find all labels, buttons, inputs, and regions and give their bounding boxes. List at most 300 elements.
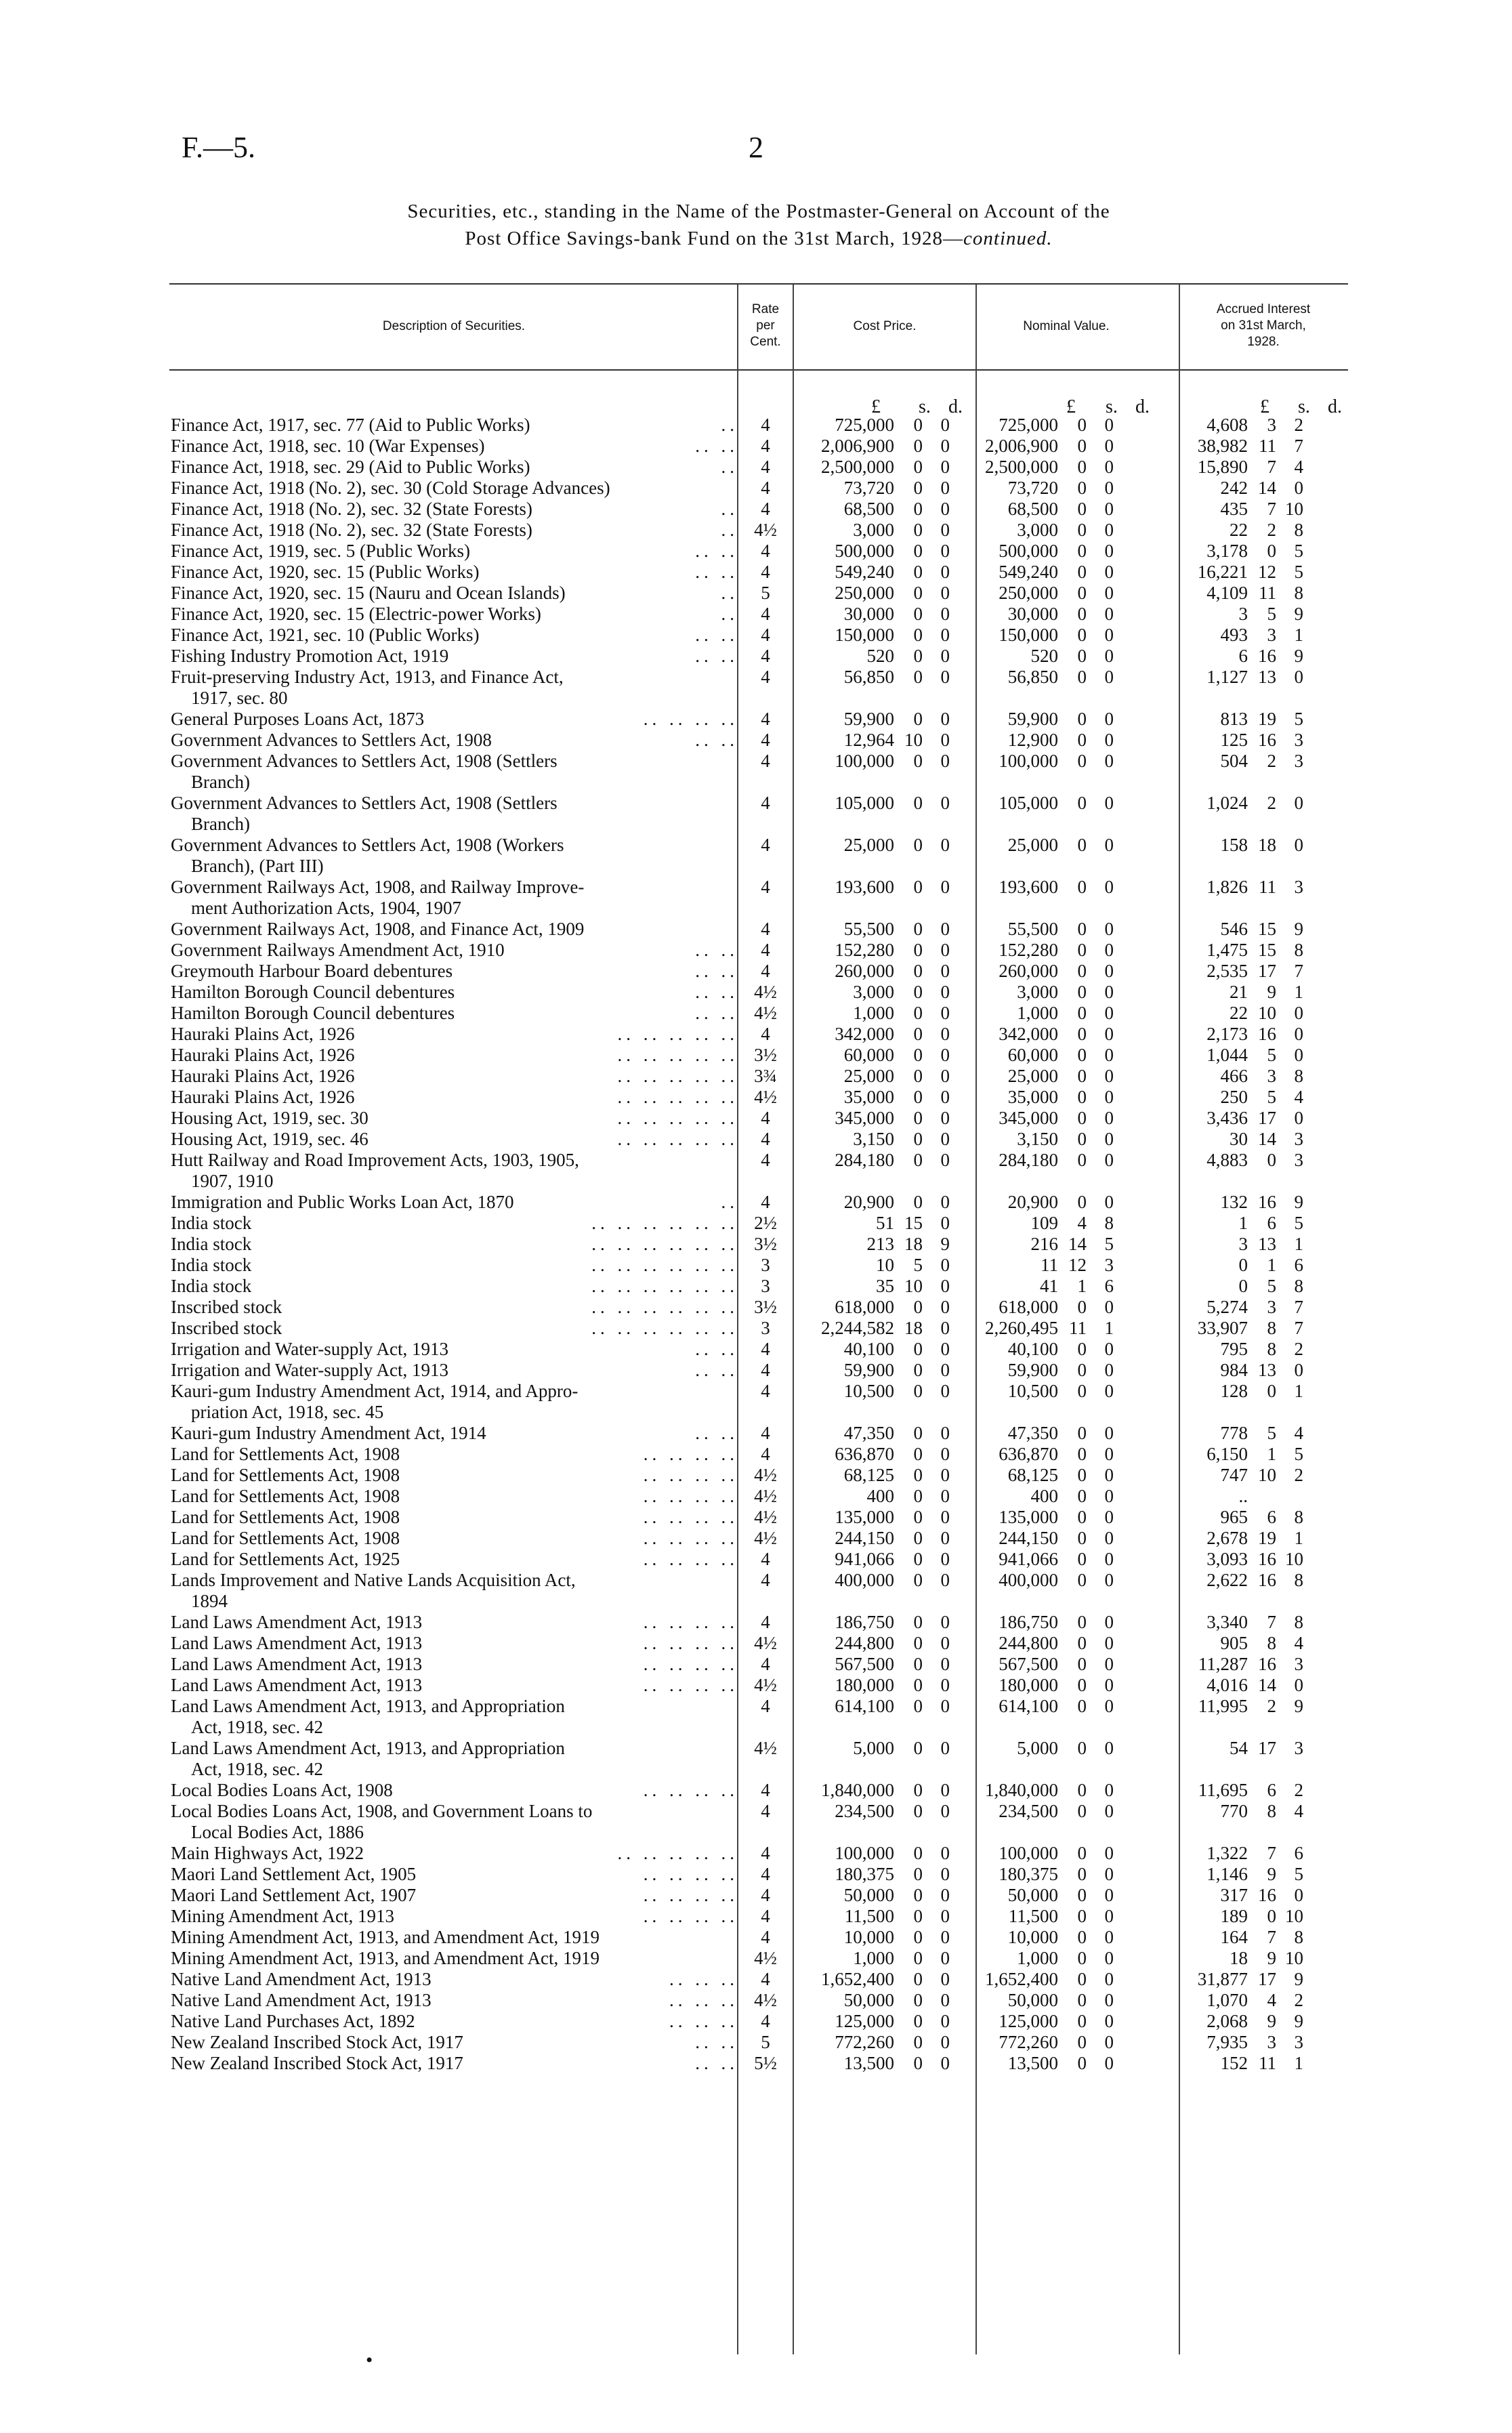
security-name: Land Laws Amendment Act, 1913, and Appropriation: [171, 1738, 565, 1758]
nominal-pounds: 260,000: [999, 961, 1058, 981]
nominal-pence: 0: [1104, 1801, 1114, 1821]
cost-pounds: 549,240: [835, 562, 894, 582]
security-name: Finance Act, 1918 (No. 2), sec. 30 (Cold Storage Advances): [171, 478, 610, 498]
nominal-pounds: 725,000: [999, 415, 1058, 435]
cost-shillings: 10: [904, 730, 923, 750]
cost-pence: 0: [940, 877, 950, 897]
accrued-pence: 4: [1294, 1801, 1303, 1821]
accrued-shillings: 3: [1267, 1066, 1276, 1086]
accrued-shillings: 6: [1267, 1213, 1276, 1233]
table-row: [169, 1276, 1303, 1297]
accrued-pounds: 128: [1220, 1381, 1248, 1401]
accrued-shillings: 11: [1259, 2053, 1276, 2073]
security-description: [169, 1843, 738, 1864]
nominal-shillings: 0: [1077, 541, 1087, 561]
table-row: [169, 1003, 1303, 1024]
accrued-pounds: 317: [1220, 1885, 1248, 1905]
rate-cell: 4: [761, 877, 770, 897]
security-name: Mining Amendment Act, 1913, and Amendment Act, 1919: [171, 1927, 600, 1947]
security-name-continued: Local Bodies Act, 1886: [191, 1822, 364, 1842]
cost-pounds: 152,280: [835, 940, 894, 960]
rate-cell: 4½: [754, 982, 777, 1002]
security-name: Government Advances to Settlers Act, 1908 (Settlers: [171, 793, 558, 813]
nominal-pence: 3: [1104, 1255, 1114, 1275]
column-gap: [1120, 1990, 1148, 2011]
leader-dots: .. .. ..: [669, 2011, 738, 2031]
accrued-pounds: 11,695: [1198, 1780, 1248, 1800]
cost-pence: 0: [940, 1486, 950, 1506]
accrued-shillings: 10: [1258, 1465, 1276, 1485]
cost-pounds: 40,100: [843, 1339, 894, 1359]
table-row: [169, 478, 1303, 499]
security-name: Main Highways Act, 1922: [171, 1843, 364, 1863]
rate-cell: 4: [761, 1108, 770, 1128]
leader-dots: .. .. .. ..: [643, 1528, 738, 1548]
accrued-pounds: 6,150: [1206, 1444, 1248, 1464]
table-title: [163, 198, 1355, 252]
nominal-pounds: 68,500: [1007, 499, 1058, 519]
column-gap: [1120, 478, 1148, 499]
nominal-pence: 0: [1104, 1927, 1114, 1947]
cost-pence: 0: [940, 646, 950, 666]
cost-pounds: 2,500,000: [821, 457, 894, 477]
column-gap: [1120, 1549, 1148, 1570]
cost-pence: 0: [940, 919, 950, 939]
nominal-pence: 0: [1104, 751, 1114, 771]
nominal-pence: 0: [1104, 1360, 1114, 1380]
table-row: [169, 1066, 1303, 1087]
cost-shillings: 0: [913, 1801, 923, 1821]
rate-cell: 4: [761, 478, 770, 498]
column-gap: [1120, 646, 1148, 667]
nominal-shillings: 0: [1077, 1129, 1087, 1149]
column-gap: [1120, 499, 1148, 520]
cost-pounds: 60,000: [843, 1045, 894, 1065]
table-row: [169, 1801, 1303, 1843]
cost-pounds: 941,066: [835, 1549, 894, 1569]
column-gap: [1120, 1864, 1148, 1885]
leader-dots: .. ..: [695, 2053, 738, 2073]
accrued-pence: 3: [1294, 2032, 1303, 2052]
nominal-pence: 0: [1104, 1444, 1114, 1464]
cost-pounds: 213: [866, 1234, 894, 1254]
column-gap: [1120, 1675, 1148, 1696]
nominal-pence: 6: [1104, 1276, 1114, 1296]
accrued-pounds: 1,127: [1206, 667, 1248, 687]
accrued-shillings: 8: [1267, 1633, 1276, 1653]
table-row: [169, 457, 1303, 478]
header-bottom-rule: [169, 369, 1348, 371]
security-name: Finance Act, 1918 (No. 2), sec. 32 (State Forests): [171, 499, 532, 519]
column-gap: [1120, 1654, 1148, 1675]
security-description: [169, 1507, 738, 1528]
nominal-pounds: 2,500,000: [985, 457, 1058, 477]
table-row: [169, 1213, 1303, 1234]
nominal-pounds: 2,006,900: [985, 436, 1058, 456]
leader-dots: .. .. .. .. .. ..: [591, 1213, 738, 1233]
accrued-pounds: 3,093: [1206, 1549, 1248, 1569]
cost-pounds: 25,000: [843, 835, 894, 855]
accrued-pence: 4: [1294, 1633, 1303, 1653]
security-description: [169, 1612, 738, 1633]
column-header-rate: Rate per Cent.: [750, 302, 781, 349]
accrued-pence: 4: [1294, 1423, 1303, 1443]
accrued-pounds: 2,622: [1206, 1570, 1248, 1590]
leader-dots: .. ..: [695, 730, 738, 750]
column-gap: [1120, 1318, 1148, 1339]
security-description: [169, 1276, 738, 1297]
rate-cell: 4½: [754, 520, 777, 540]
accrued-pounds: 1,044: [1206, 1045, 1248, 1065]
cost-pounds: 342,000: [835, 1024, 894, 1044]
cost-shillings: 0: [913, 1486, 923, 1506]
accrued-shillings: 7: [1267, 457, 1276, 477]
nominal-pounds: 50,000: [1007, 1885, 1058, 1905]
cost-pounds: 180,375: [835, 1864, 894, 1884]
nominal-shillings: 0: [1077, 2053, 1087, 2073]
nominal-shillings: 0: [1077, 478, 1087, 498]
nominal-shillings: 0: [1077, 982, 1087, 1002]
accrued-pounds: 15,890: [1197, 457, 1248, 477]
accrued-pence: 8: [1294, 520, 1303, 540]
column-gap: [1120, 1297, 1148, 1318]
nominal-shillings: 0: [1077, 1738, 1087, 1758]
accrued-pounds: 1,826: [1206, 877, 1248, 897]
security-description: [169, 1633, 738, 1654]
cost-pounds: 56,850: [843, 667, 894, 687]
rate-cell: 4: [761, 751, 770, 771]
nominal-pounds: 125,000: [999, 2011, 1058, 2031]
rate-cell: 4: [761, 1129, 770, 1149]
leader-dots: .. .. .. .. .. ..: [591, 1234, 738, 1254]
title-line-1: Securities, etc., standing in the Name of the Postmaster-General on Account of the: [407, 201, 1110, 222]
security-name: Finance Act, 1919, sec. 5 (Public Works): [171, 541, 471, 561]
title-line-2: Post Office Savings-bank Fund on the 31st March, 1928—continued.: [465, 228, 1053, 249]
security-name: Finance Act, 1918, sec. 10 (War Expenses): [171, 436, 485, 456]
table-row: [169, 793, 1303, 835]
nominal-shillings: 0: [1077, 1024, 1087, 1044]
accrued-pounds: 189: [1220, 1906, 1248, 1926]
leader-dots: .. .. .. .. .. ..: [591, 1276, 738, 1296]
rate-cell: 4: [761, 457, 770, 477]
cost-pence: 0: [940, 1045, 950, 1065]
accrued-pence: 2: [1294, 1465, 1303, 1485]
nominal-pounds: 56,850: [1007, 667, 1058, 687]
accrued-pounds: 164: [1220, 1927, 1248, 1947]
cost-pounds: 135,000: [835, 1507, 894, 1527]
cost-pounds: 35: [876, 1276, 894, 1296]
rate-cell: 3: [761, 1318, 770, 1338]
cost-pounds: 3,000: [853, 982, 894, 1002]
nominal-pence: 8: [1104, 1213, 1114, 1233]
table-row: [169, 667, 1303, 709]
column-gap: [1120, 1570, 1148, 1612]
cost-pounds: 68,500: [843, 499, 894, 519]
column-header-cost: Cost Price.: [853, 319, 917, 333]
accrued-pounds: 2,678: [1206, 1528, 1248, 1548]
rate-cell: 3½: [754, 1045, 777, 1065]
column-gap: [1120, 562, 1148, 583]
accrued-shillings: 17: [1258, 1969, 1276, 1989]
leader-dots: .. .. .. ..: [643, 1444, 738, 1464]
rate-cell: 4: [761, 541, 770, 561]
cost-pounds: 614,100: [835, 1696, 894, 1716]
accrued-pence: 5: [1294, 562, 1303, 582]
nominal-shillings: 0: [1077, 2011, 1087, 2031]
security-name-continued: 1907, 1910: [191, 1171, 274, 1191]
accrued-shillings: 6: [1267, 1780, 1276, 1800]
column-gap: [1120, 1129, 1148, 1150]
accrued-pounds: 435: [1220, 499, 1248, 519]
nominal-pence: 0: [1104, 1906, 1114, 1926]
accrued-pounds: 11,995: [1198, 1696, 1248, 1716]
leader-dots: .. .. .. .. ..: [617, 1045, 738, 1065]
cost-shillings: 0: [913, 1297, 923, 1317]
table-row: [169, 1108, 1303, 1129]
nominal-shillings: 0: [1077, 1654, 1087, 1674]
table-row: [169, 1738, 1303, 1780]
nominal-pence: 0: [1104, 415, 1114, 435]
cost-pence: 0: [940, 583, 950, 603]
nominal-pence: 0: [1104, 1066, 1114, 1086]
security-description: [169, 1381, 738, 1423]
nominal-pounds: 35,000: [1007, 1087, 1058, 1107]
leader-dots: .. .. .. ..: [643, 1549, 738, 1569]
security-name: Finance Act, 1921, sec. 10 (Public Works): [171, 625, 480, 645]
cost-pounds: 100,000: [835, 751, 894, 771]
security-name: Mining Amendment Act, 1913, and Amendment Act, 1919: [171, 1948, 600, 1968]
security-description: [169, 1024, 738, 1045]
cost-shillings: 0: [913, 625, 923, 645]
accrued-pence: 0: [1294, 1108, 1303, 1128]
cost-pounds: 68,125: [843, 1465, 894, 1485]
table-row: [169, 499, 1303, 520]
accrued-pounds: 21: [1230, 982, 1248, 1002]
cost-pence: 0: [940, 1024, 950, 1044]
cost-shillings: 0: [913, 709, 923, 729]
security-description: [169, 1108, 738, 1129]
cost-pence: 0: [940, 1864, 950, 1884]
cost-pence: 0: [940, 1444, 950, 1464]
rate-cell: 4: [761, 1612, 770, 1632]
accrued-pounds: 4,016: [1206, 1675, 1248, 1695]
nominal-pence: 0: [1104, 1654, 1114, 1674]
accrued-pence: 9: [1294, 1192, 1303, 1212]
cost-pence: 0: [940, 1738, 950, 1758]
security-name: Land for Settlements Act, 1925: [171, 1549, 400, 1569]
cost-pounds: 186,750: [835, 1612, 894, 1632]
leader-dots: .. ..: [695, 1339, 738, 1359]
document-reference: F.—5.: [182, 131, 255, 164]
cost-pounds: 284,180: [835, 1150, 894, 1170]
leader-dots: .. .. .. .. ..: [617, 1087, 738, 1107]
column-gap: [1120, 2011, 1148, 2032]
nominal-pounds: 73,720: [1007, 478, 1058, 498]
cost-shillings: 0: [913, 1003, 923, 1023]
security-name: Lands Improvement and Native Lands Acquisition Act,: [171, 1570, 576, 1590]
column-gap: [1120, 604, 1148, 625]
cost-shillings: 0: [913, 1150, 923, 1170]
nominal-pounds: 1,000: [1017, 1948, 1058, 1968]
security-description: [169, 1423, 738, 1444]
accrued-pounds: 795: [1220, 1339, 1248, 1359]
accrued-pounds: 747: [1220, 1465, 1248, 1485]
nominal-pence: 0: [1104, 1864, 1114, 1884]
accrued-shillings: 19: [1258, 1528, 1276, 1548]
cost-pence: 0: [940, 982, 950, 1002]
table-row: [169, 646, 1303, 667]
rate-cell: 4: [761, 1843, 770, 1863]
table-row: [169, 583, 1303, 604]
accrued-shillings: 14: [1258, 478, 1276, 498]
accrued-shillings: 5: [1267, 1276, 1276, 1296]
table-row: [169, 982, 1303, 1003]
security-description: [169, 1003, 738, 1024]
table-row: [169, 1990, 1303, 2011]
cost-pounds: 193,600: [835, 877, 894, 897]
accrued-shillings: 2: [1267, 520, 1276, 540]
nominal-shillings: 0: [1077, 919, 1087, 939]
nominal-shillings: 0: [1077, 877, 1087, 897]
cost-pence: 0: [940, 793, 950, 813]
cost-pence: 0: [940, 1381, 950, 1401]
nominal-shillings: 0: [1077, 1045, 1087, 1065]
column-gap: [1120, 1381, 1148, 1423]
leader-dots: .. ..: [695, 646, 738, 666]
security-description: [169, 646, 738, 667]
nominal-pounds: 636,870: [999, 1444, 1058, 1464]
column-gap: [1120, 982, 1148, 1003]
nominal-pence: 0: [1104, 667, 1114, 687]
rate-cell: 4: [761, 1969, 770, 1989]
accrued-pence: 3: [1294, 751, 1303, 771]
nominal-pounds: 250,000: [999, 583, 1058, 603]
cost-pounds: 250,000: [835, 583, 894, 603]
column-gap: [1120, 1234, 1148, 1255]
leader-dots: .. .. .. .. .. ..: [591, 1255, 738, 1275]
nominal-pounds: 193,600: [999, 877, 1058, 897]
column-gap: [1120, 940, 1148, 961]
column-gap: [1120, 1948, 1148, 1969]
column-gap: [1120, 1150, 1148, 1192]
column-gap: [1120, 835, 1148, 877]
table-row: [169, 1549, 1303, 1570]
column-gap: [1120, 1843, 1148, 1864]
table-row: [169, 2032, 1303, 2053]
nominal-shillings: 0: [1077, 1696, 1087, 1716]
leader-dots: .. .. .. ..: [643, 1654, 738, 1674]
nominal-pence: 0: [1104, 793, 1114, 813]
rate-cell: 4: [761, 667, 770, 687]
cost-pence: 0: [940, 1927, 950, 1947]
accrued-pounds: 905: [1220, 1633, 1248, 1653]
accrued-shillings: 3: [1267, 625, 1276, 645]
table-row: [169, 1633, 1303, 1654]
column-gap: [1120, 793, 1148, 835]
nominal-pence: 0: [1104, 1528, 1114, 1548]
security-description: [169, 1675, 738, 1696]
table-row: [169, 1927, 1303, 1948]
nominal-pounds: 614,100: [999, 1696, 1058, 1716]
nominal-pounds: 109: [1030, 1213, 1058, 1233]
nominal-pence: 0: [1104, 1192, 1114, 1212]
table-row: [169, 1255, 1303, 1276]
cost-shillings: 0: [913, 1108, 923, 1128]
rate-cell: 4: [761, 1423, 770, 1443]
nominal-pence: 0: [1104, 436, 1114, 456]
cost-pence: 0: [940, 1633, 950, 1653]
nominal-pounds: 59,900: [1007, 1360, 1058, 1380]
table-row: [169, 1045, 1303, 1066]
cost-shillings: 0: [913, 436, 923, 456]
accrued-pence: 3: [1294, 730, 1303, 750]
cost-pounds: 25,000: [843, 1066, 894, 1086]
accrued-pounds: 3: [1238, 1234, 1248, 1254]
leader-dots: ..: [721, 520, 738, 540]
accrued-pounds: 2,068: [1206, 2011, 1248, 2031]
nominal-pounds: 105,000: [999, 793, 1058, 813]
cost-pounds: 10,000: [843, 1927, 894, 1947]
security-description: [169, 877, 738, 919]
column-gap: [1120, 1066, 1148, 1087]
cost-shillings: 0: [913, 1570, 923, 1590]
nominal-shillings: 0: [1077, 730, 1087, 750]
column-gap: [1120, 1927, 1148, 1948]
leader-dots: ..: [721, 583, 738, 603]
leader-dots: .. .. .. ..: [643, 1612, 738, 1632]
cost-pounds: 10: [876, 1255, 894, 1275]
rate-cell: 4: [761, 730, 770, 750]
leader-dots: .. ..: [695, 1360, 738, 1380]
security-name: Land for Settlements Act, 1908: [171, 1444, 400, 1464]
rate-cell: 4: [761, 1654, 770, 1674]
rate-cell: 4: [761, 1801, 770, 1821]
security-description: [169, 1213, 738, 1234]
leader-dots: .. ..: [695, 625, 738, 645]
column-gap: [1120, 520, 1148, 541]
cost-pence: 0: [940, 961, 950, 981]
security-name: Irrigation and Water-supply Act, 1913: [171, 1339, 448, 1359]
cost-shillings: 10: [904, 1276, 923, 1296]
cost-pounds: 244,150: [835, 1528, 894, 1548]
nominal-pence: 0: [1104, 646, 1114, 666]
cost-shillings: 0: [913, 1906, 923, 1926]
leader-dots: .. ..: [695, 562, 738, 582]
accrued-pounds: 3: [1238, 604, 1248, 624]
table-row: [169, 1486, 1303, 1507]
nominal-pence: 0: [1104, 478, 1114, 498]
nominal-shillings: 0: [1077, 1108, 1087, 1128]
cost-shillings: 0: [913, 1654, 923, 1674]
security-name: Hauraki Plains Act, 1926: [171, 1024, 355, 1044]
security-description: [169, 625, 738, 646]
accrued-pounds: 1,024: [1206, 793, 1248, 813]
nominal-shillings: 0: [1077, 604, 1087, 624]
cost-pence: 0: [940, 1318, 950, 1338]
table-row: [169, 1885, 1303, 1906]
page-number: 2: [749, 131, 763, 164]
accrued-pounds: 778: [1220, 1423, 1248, 1443]
accrued-pence: 8: [1294, 583, 1303, 603]
cost-pence: 0: [940, 940, 950, 960]
accrued-shillings: 11: [1259, 436, 1276, 456]
nominal-pounds: 345,000: [999, 1108, 1058, 1128]
nominal-pounds: 186,750: [999, 1612, 1058, 1632]
nominal-shillings: 0: [1077, 1087, 1087, 1107]
security-name: Land for Settlements Act, 1908: [171, 1528, 400, 1548]
table-row: [169, 1696, 1303, 1738]
cost-pounds: 11,500: [844, 1906, 894, 1926]
